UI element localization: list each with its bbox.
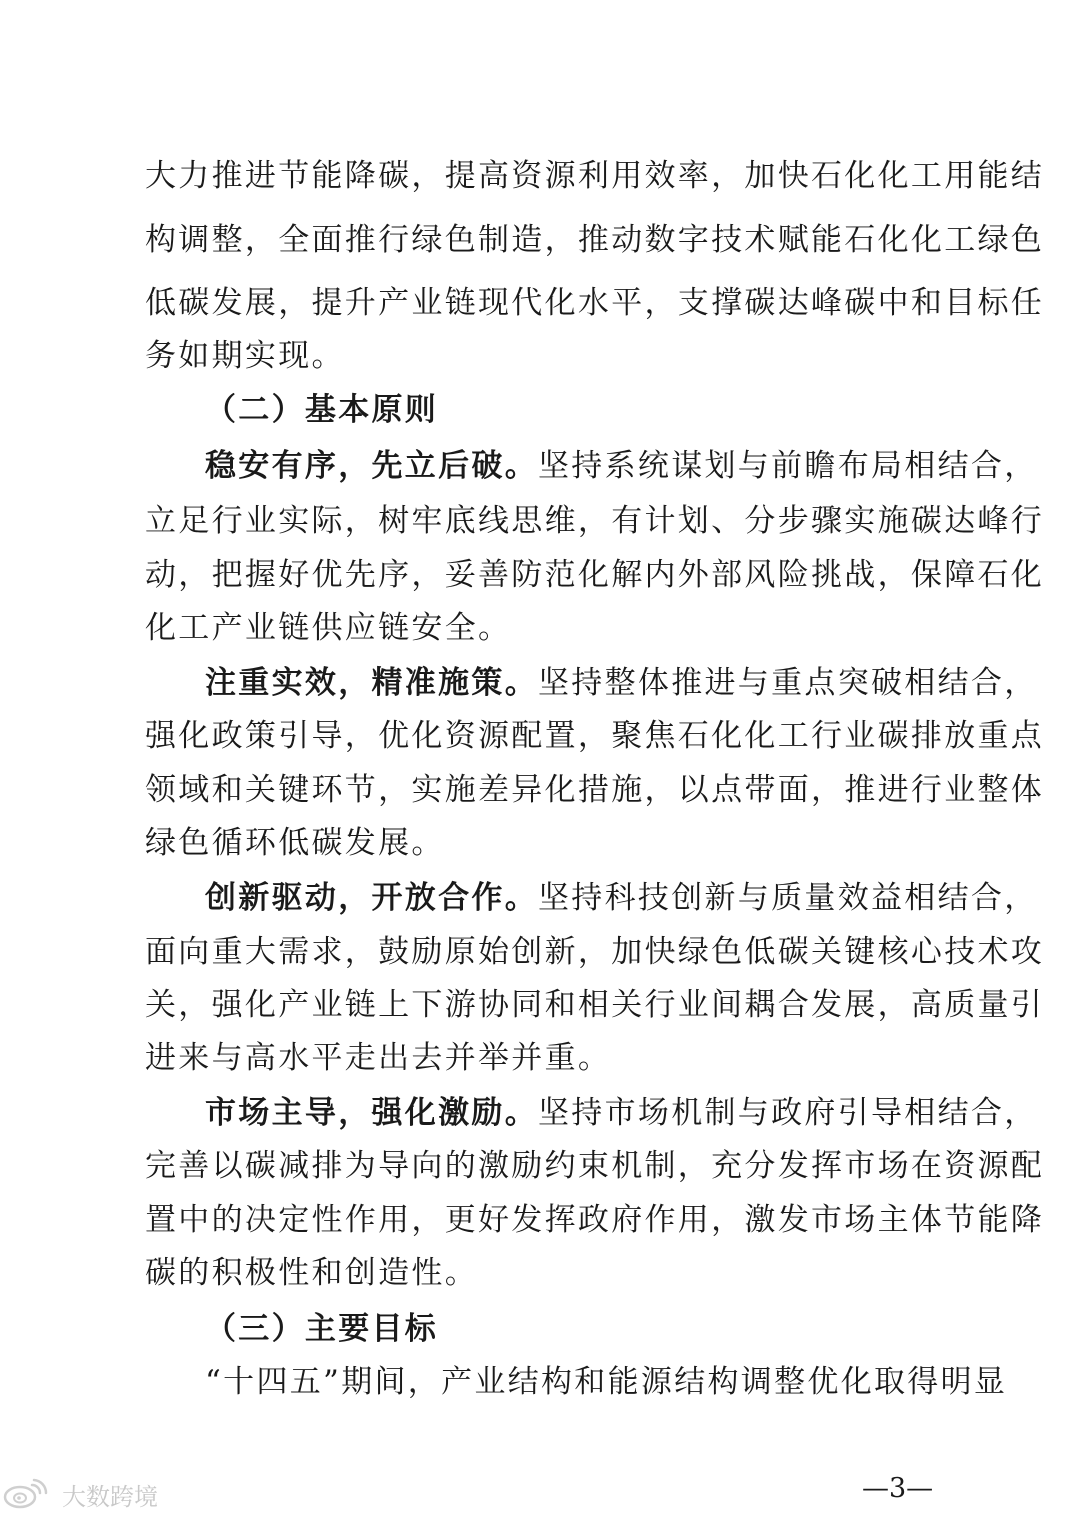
- body-line: 大力推进节能降碳，提高资源利用效率，加快石化化工用能结: [145, 158, 1045, 194]
- principle-first-line: [205, 663, 1038, 703]
- principle-lead: 稳安有序，先立后破。: [205, 448, 538, 484]
- body-line: 化工产业链供应链安全。: [145, 610, 512, 646]
- principle-lead: 市场主导，强化激励。: [205, 1095, 538, 1131]
- principle-lead: 注重实效，精准施策。: [205, 665, 538, 701]
- body-line: 动，把握好优先序，妥善防范化解内外部风险挑战，保障石化: [145, 557, 1045, 593]
- body-line: 绿色循环低碳发展。: [145, 825, 445, 861]
- section-heading-main-goals: （三）主要目标: [205, 1311, 439, 1347]
- body-line: 立足行业实际，树牢底线思维，有计划、分步骤实施碳达峰行: [145, 503, 1045, 539]
- body-line: 务如期实现。: [145, 338, 345, 374]
- principle-text: 坚持科技创新与质量效益相结合，: [538, 880, 1038, 916]
- page-number: —3—: [862, 1473, 934, 1504]
- principle-text: 坚持整体推进与重点突破相结合，: [538, 665, 1038, 701]
- body-line: 关，强化产业链上下游协同和相关行业间耦合发展，高质量引: [145, 987, 1045, 1023]
- body-line: 低碳发展，提升产业链现代化水平，支撑碳达峰碳中和目标任: [145, 285, 1045, 321]
- principle-first-line: [205, 1093, 1038, 1133]
- watermark: [0, 1474, 158, 1514]
- body-line: 构调整，全面推行绿色制造，推动数字技术赋能石化化工绿色: [145, 222, 1045, 258]
- watermark-text: 大数跨境: [62, 1482, 158, 1511]
- body-line: 强化政策引导，优化资源配置，聚焦石化化工行业碳排放重点: [145, 718, 1045, 754]
- principle-first-line: [205, 878, 1038, 918]
- body-line: 碳的积极性和创造性。: [145, 1255, 478, 1291]
- principle-text: 坚持系统谋划与前瞻布局相结合，: [538, 448, 1038, 484]
- body-line: 进来与高水平走出去并举并重。: [145, 1040, 612, 1076]
- body-line: “十四五”期间，产业结构和能源结构调整优化取得明显: [205, 1364, 1008, 1400]
- weibo-icon: [0, 1476, 56, 1512]
- body-line: 完善以碳减排为导向的激励约束机制，充分发挥市场在资源配: [145, 1148, 1045, 1184]
- body-line: 置中的决定性作用，更好发挥政府作用，激发市场主体节能降: [145, 1202, 1045, 1238]
- section-heading-basic-principles: （二）基本原则: [205, 392, 439, 428]
- principle-text: 坚持市场机制与政府引导相结合，: [538, 1095, 1038, 1131]
- principle-lead: 创新驱动，开放合作。: [205, 880, 538, 916]
- body-line: 面向重大需求，鼓励原始创新，加快绿色低碳关键核心技术攻: [145, 934, 1045, 970]
- body-line: 领域和关键环节，实施差异化措施，以点带面，推进行业整体: [145, 772, 1045, 808]
- principle-first-line: [205, 446, 1038, 486]
